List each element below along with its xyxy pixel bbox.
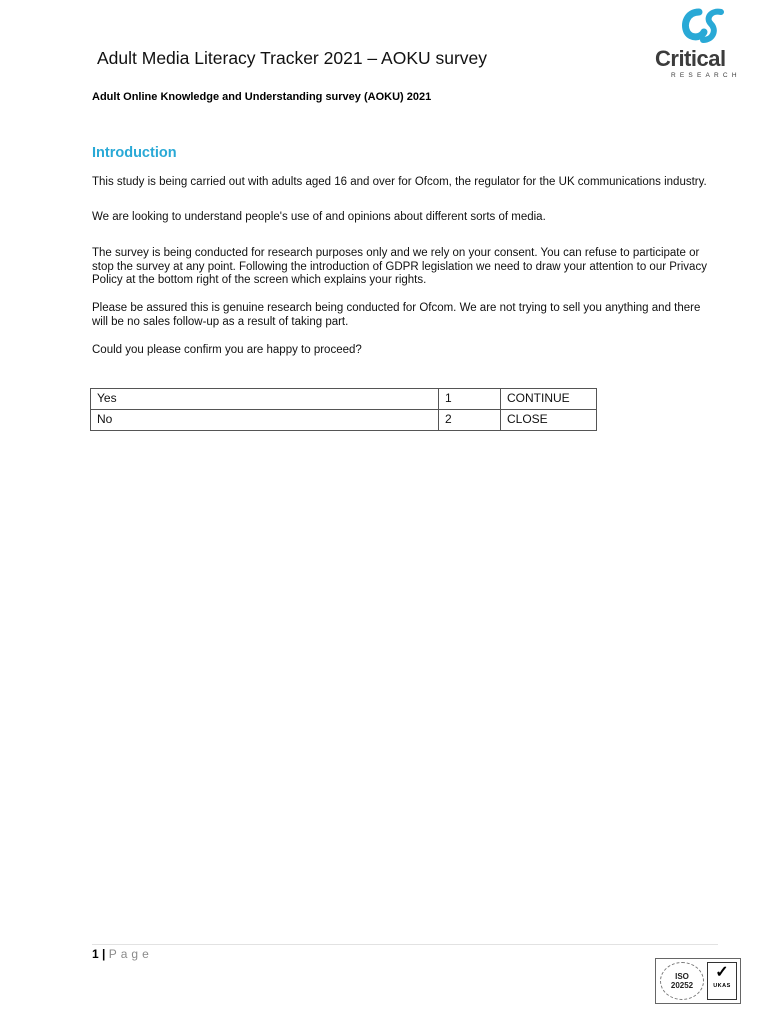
option-label: Yes (91, 389, 439, 410)
page-footer (92, 947, 153, 961)
page-separator: | (102, 947, 106, 961)
ukas-badge-icon (707, 962, 737, 1000)
option-row-yes[interactable] (91, 389, 597, 410)
intro-paragraph-1: This study is being carried out with adults aged 16 and over for Ofcom, the regulator for the UK communications industry. (92, 176, 707, 188)
option-code: 2 (439, 410, 501, 431)
iso-text: ISO (675, 972, 689, 981)
consent-paragraph: The survey is being conducted for research purposes only and we rely on your consent. You can refuse to participate or stop the survey at any point. Following the introduction of GDPR legislation we need to draw your attention to our Privacy Policy at the bottom right of the screen which explains your rights. (92, 247, 707, 286)
page-number: 1 (92, 947, 99, 961)
crown-tick-icon: ✓ (715, 964, 729, 981)
survey-subtitle: Adult Online Knowledge and Understanding survey (AOKU) 2021 (92, 91, 432, 103)
logo-subtext: RESEARCH (671, 72, 741, 79)
option-code: 1 (439, 389, 501, 410)
option-label: No (91, 410, 439, 431)
introduction-heading: Introduction (92, 145, 177, 161)
logo-wordmark: Critical (655, 46, 726, 71)
page-label: Page (108, 947, 153, 961)
confirm-question: Could you please confirm you are happy to proceed? (92, 344, 362, 356)
iso-seal-icon (660, 962, 704, 1000)
ukas-text: UKAS (713, 983, 731, 989)
option-action: CONTINUE (501, 389, 597, 410)
iso-number: 20252 (670, 981, 694, 990)
response-options-table (90, 388, 597, 431)
certification-badge (655, 958, 741, 1004)
critical-research-logo (653, 6, 743, 79)
document-title: Adult Media Literacy Tracker 2021 – AOKU survey (97, 48, 488, 68)
footer-divider (92, 944, 718, 945)
option-action: CLOSE (501, 410, 597, 431)
option-row-no[interactable] (91, 410, 597, 431)
intro-paragraph-2: We are looking to understand people's use of and opinions about different sorts of media. (92, 211, 546, 223)
critical-research-swoosh-icon (677, 6, 737, 46)
assurance-paragraph: Please be assured this is genuine research being conducted for Ofcom. We are not trying to sell you anything and there will be no sales follow-up as a result of taking part. (92, 302, 701, 328)
